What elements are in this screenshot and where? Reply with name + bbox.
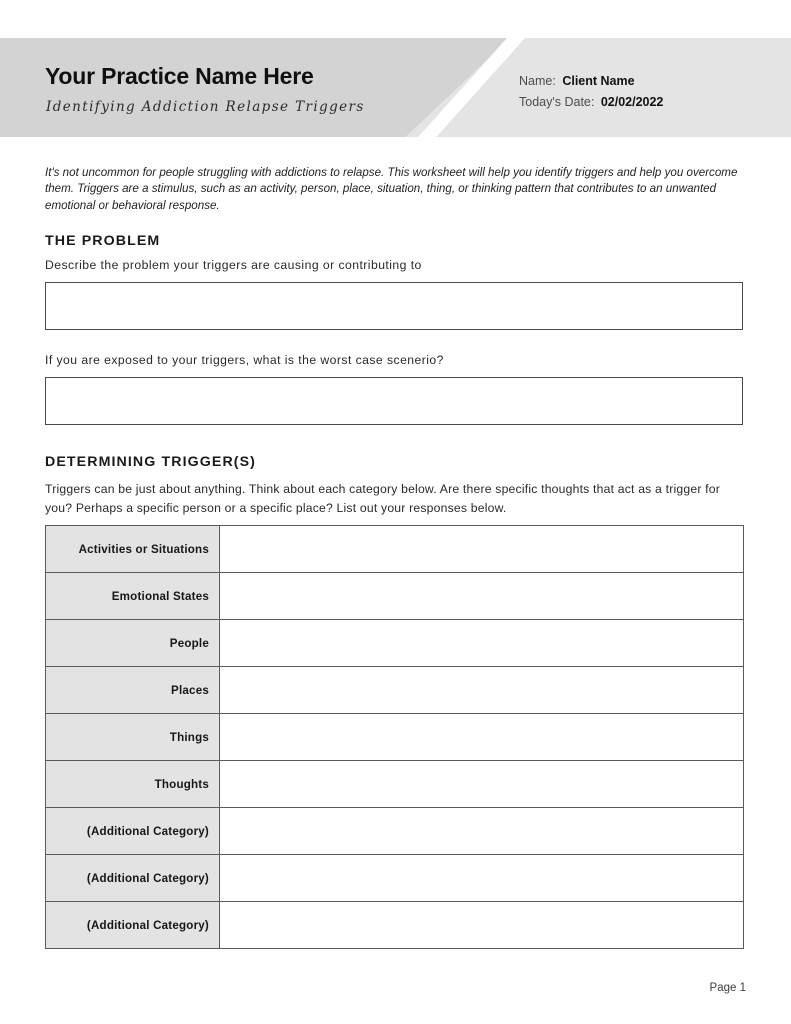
trigger-category-label: (Additional Category) bbox=[46, 808, 220, 855]
trigger-categories-table bbox=[45, 525, 744, 949]
table-row bbox=[46, 526, 744, 573]
table-row bbox=[46, 573, 744, 620]
trigger-response-input[interactable] bbox=[220, 573, 744, 620]
problem-question-1-label: Describe the problem your triggers are causing or contributing to bbox=[45, 258, 422, 272]
trigger-response-input[interactable] bbox=[220, 714, 744, 761]
intro-paragraph: It's not uncommon for people struggling with addictions to relapse. This worksheet will help you identify triggers and help you overcome them. Triggers are a stimulus, such as an activity, person, place, situation, thing, or thinking pattern that contributes to an unwanted emotional or behavioral response. bbox=[45, 166, 738, 212]
table-row bbox=[46, 620, 744, 667]
trigger-response-input[interactable] bbox=[220, 620, 744, 667]
trigger-table-body bbox=[46, 526, 744, 949]
client-name-row bbox=[519, 71, 663, 92]
trigger-response-input[interactable] bbox=[220, 526, 744, 573]
client-name-value[interactable]: Client Name bbox=[562, 74, 635, 88]
date-label: Today's Date: bbox=[519, 95, 595, 109]
trigger-category-label: (Additional Category) bbox=[46, 902, 220, 949]
triggers-instructions-paragraph: Triggers can be just about anything. Think about each category below. Are there specific thoughts that act as a trigger for you? Perhaps a specific person or a specific place? List out your responses below. bbox=[45, 482, 720, 515]
client-meta-block bbox=[519, 71, 663, 113]
problem-answer-2-input[interactable] bbox=[45, 377, 743, 425]
trigger-response-input[interactable] bbox=[220, 855, 744, 902]
worksheet-body bbox=[45, 165, 745, 932]
document-header bbox=[0, 38, 791, 137]
problem-answer-1-input[interactable] bbox=[45, 282, 743, 330]
table-row bbox=[46, 667, 744, 714]
trigger-response-input[interactable] bbox=[220, 761, 744, 808]
trigger-response-input[interactable] bbox=[220, 667, 744, 714]
table-row bbox=[46, 714, 744, 761]
triggers-section-heading: DETERMINING TRIGGER(S) bbox=[45, 454, 256, 470]
trigger-category-label: Activities or Situations bbox=[46, 526, 220, 573]
date-value[interactable]: 02/02/2022 bbox=[600, 95, 664, 109]
date-row bbox=[519, 92, 663, 113]
trigger-category-label: Things bbox=[46, 714, 220, 761]
table-row bbox=[46, 761, 744, 808]
problem-question-2-label: If you are exposed to your triggers, what is the worst case scenerio? bbox=[45, 353, 444, 367]
trigger-category-label: Places bbox=[46, 667, 220, 714]
trigger-category-label: Emotional States bbox=[46, 573, 220, 620]
practice-name-title: Your Practice Name Here bbox=[45, 63, 314, 89]
trigger-response-input[interactable] bbox=[220, 808, 744, 855]
page-number-footer: Page 1 bbox=[709, 982, 746, 994]
trigger-category-label: Thoughts bbox=[46, 761, 220, 808]
trigger-response-input[interactable] bbox=[220, 902, 744, 949]
worksheet-subtitle: Identifying Addiction Relapse Triggers bbox=[46, 99, 365, 115]
table-row bbox=[46, 808, 744, 855]
problem-section-heading: THE PROBLEM bbox=[45, 233, 161, 249]
trigger-category-label: (Additional Category) bbox=[46, 855, 220, 902]
client-name-label: Name: bbox=[519, 74, 556, 88]
trigger-category-label: People bbox=[46, 620, 220, 667]
table-row bbox=[46, 902, 744, 949]
table-row bbox=[46, 855, 744, 902]
